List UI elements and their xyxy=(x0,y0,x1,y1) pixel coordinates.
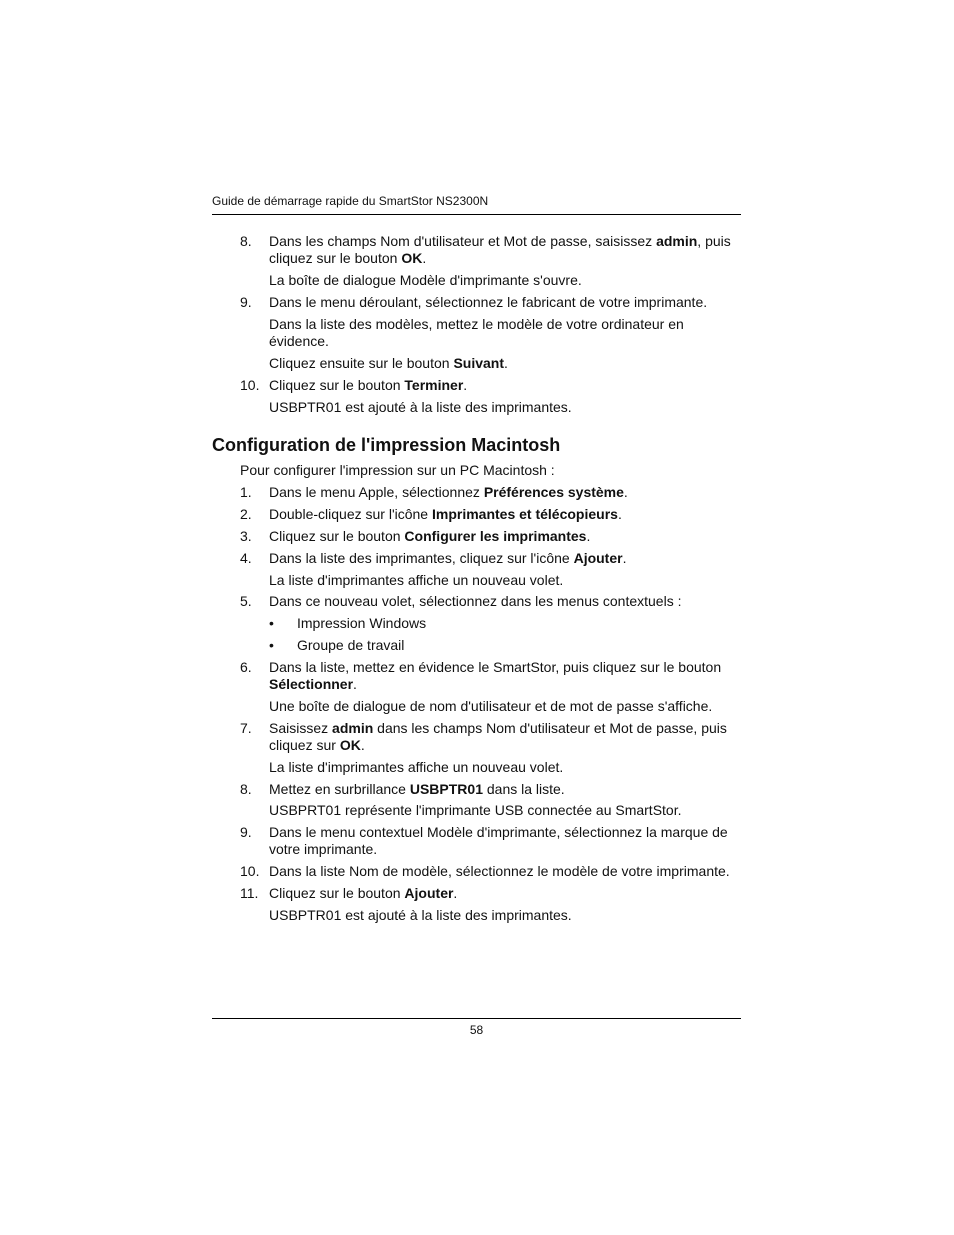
step-text: Dans le menu Apple, sélectionnez Préférences système. xyxy=(269,484,628,500)
step-number: 7. xyxy=(240,720,252,736)
step-text: Dans la liste Nom de modèle, sélectionnez le modèle de votre imprimante. xyxy=(269,863,730,879)
step-text: Dans ce nouveau volet, sélectionnez dans les menus contextuels : xyxy=(269,593,682,609)
page-number: 58 xyxy=(469,1023,484,1037)
step-text: Saisissez admin dans les champs Nom d'utilisateur et Mot de passe, puis cliquez sur OK. xyxy=(269,720,727,753)
step-number: 1. xyxy=(240,484,252,500)
step-number: 11. xyxy=(240,885,259,901)
step-text: Mettez en surbrillance USBPTR01 dans la liste. xyxy=(269,781,565,797)
step-number: 9. xyxy=(240,294,252,310)
bullet-icon: • xyxy=(269,637,274,653)
bullet-icon: • xyxy=(269,615,274,631)
step-number: 3. xyxy=(240,528,252,544)
step-text: Dans les champs Nom d'utilisateur et Mot de passe, saisissez admin, puis cliquez sur le bouton OK. xyxy=(269,233,731,266)
step-text: Dans le menu déroulant, sélectionnez le fabricant de votre imprimante. xyxy=(269,294,708,310)
document-page: Guide de démarrage rapide du SmartStor NS2300N 8. Dans les champs Nom d'utilisateur et Mot de passe, saisissez admin, puis cliquez sur le bouton OK. La boîte de dialogue Modèle d'imprimante s'ouvre. 9. Dans le menu déroulant, sélectionnez le fabricant de votre imprimante. Dans la liste des modèles, mettez le modèle de votre ordinateur en évidence. Cliquez ensuite sur le bouton Suivant. 10. Cliquez sur le bouton Terminer. USBPTR01 est ajouté à la liste des imprimantes. Configuration de l'impression Macintosh Pour configurer l'impression sur un PC Macintosh : 1. Dans le menu Apple, sélectionnez Préférences système. 2. Double-cliquez sur l'icône Imprimantes et télécopieurs. 3. Cliquez sur le bouton Configurer les imprimantes. 4. Dans la liste des imprimantes, cliquez sur l'icône Ajouter. La liste d'imprimantes affiche un nouveau volet. 5. Dans ce nouveau volet, sélectionnez dans les menus contextuels : • Impression Windows • Groupe de travail 6. Dans la liste, mettez en évidence le SmartStor, puis cliquez sur le bouton Sélectionner. Une boîte de dialogue de nom d'utilisateur et de mot de passe s'affiche. 7. Saisissez admin dans les champs Nom d'utilisateur et Mot de passe, puis cliquez sur OK. La liste d'imprimantes affiche un nouveau volet. 8. Mettez en surbrillance USBPTR01 dans la liste. USBPRT01 représente l'imprimante USB connectée au SmartStor. 9. Dans le menu contextuel Modèle d'imprimante, sélectionnez la marque de votre imprimante. 10. Dans la liste Nom de modèle, sélectionnez le modèle de votre imprimante. 11. Cliquez sur le bouton Ajouter. USBPTR01 est ajouté à la liste des imprimantes. 58 xyxy=(212,0,741,1235)
step-number: 10. xyxy=(240,863,260,879)
step-text: Dans la liste des imprimantes, cliquez sur l'icône Ajouter. xyxy=(269,550,627,566)
step-number: 2. xyxy=(240,506,252,522)
step-number: 8. xyxy=(240,781,252,797)
section-heading: Configuration de l'impression Macintosh xyxy=(212,435,561,455)
step-text: Dans la liste, mettez en évidence le SmartStor, puis cliquez sur le bouton Sélectionner. xyxy=(269,659,722,692)
step-text: Cliquez sur le bouton Ajouter. xyxy=(269,885,458,901)
header-rule xyxy=(212,214,741,215)
step-number: 4. xyxy=(240,550,252,566)
running-header: Guide de démarrage rapide du SmartStor NS2300N xyxy=(212,194,489,208)
step-number: 6. xyxy=(240,659,252,675)
step-text: Cliquez sur le bouton Terminer. xyxy=(269,377,468,393)
step-text: Double-cliquez sur l'icône Imprimantes et télécopieurs. xyxy=(269,506,622,522)
step-text: Dans le menu contextuel Modèle d'imprimante, sélectionnez la marque de votre imprimante. xyxy=(269,824,728,857)
step-number: 10. xyxy=(240,377,260,393)
step-text: Cliquez sur le bouton Configurer les imprimantes. xyxy=(269,528,591,544)
footer-rule xyxy=(212,1018,741,1019)
step-number: 9. xyxy=(240,824,252,840)
step-number: 5. xyxy=(240,593,252,609)
step-number: 8. xyxy=(240,233,252,249)
